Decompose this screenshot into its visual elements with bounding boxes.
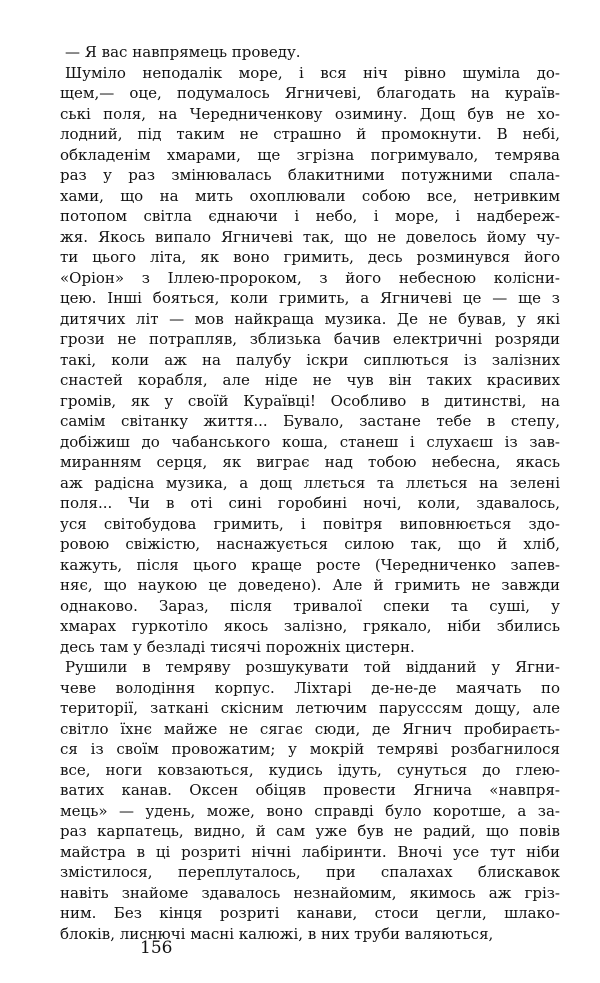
text-line: аж радісна музика, а дощ ллється та ллється на зелені [60,473,560,492]
text-line: ровою свіжістю, наснажується силою так, що й хліб, [60,535,560,553]
book-page-text [60,42,560,944]
text-line: раз у раз змінювалась блакитними потужними спала- [60,166,560,184]
text-line: хмарах гуркотіло якось залізно, грякало, ніби збились [60,617,560,635]
text-line: світло їхнє майже не сягає сюди, де Ягнич пробираєть- [60,719,560,738]
text-line: уся світобудова гримить, і повітря виповнюється здо- [60,514,560,533]
text-line: мець» — удень, може, воно справді було коротше, а за- [60,801,560,820]
text-line: навіть знайоме здавалось незнайомим, якимось аж грiз- [60,883,560,902]
text-line: «Оріон» з Іллею-пророком, з його небесною колісни- [60,268,560,287]
text-line: лодний, під таким не страшно й промокнути. В небі, [60,125,560,143]
text-line: раз карпатець, видно, й сам уже був не радий, що повів [60,822,560,840]
text-line: кажуть, після цього краще росте (Чередниченко запев- [60,555,560,574]
text-line: самім світанку життя... Бувало, застане тебе в степу, [60,412,560,430]
text-line: все, ноги ковзаються, кудись ідуть, сунуться до глею- [60,760,560,779]
text-line: щем,— оце, подумалось Ягничеві, благодать на кураїв- [60,84,560,102]
paragraph-first-line: Рушили в темряву розшукувати той відданий у Ягни- [65,658,560,676]
text-line: снастей корабля, але ніде не чув він таких красивих [60,371,560,389]
text-line: змістилося, переплуталось, при спалахах блискавок [60,863,560,881]
text-line: ся із своїм провожатим; у мокрій темряві розбагнилося [60,740,560,758]
text-line: майстра в ці розриті нічні лабіринти. Вночі усе тут ніби [60,842,560,861]
text-line: ватих канав. Оксен обіцяв провести Ягнича «навпря- [60,781,560,799]
paragraph-first-line: — Я вас навпрямець проведу. [65,43,301,61]
text-line: дитячих літ — мов найкраща музика. Де не бував, у якi [60,309,560,328]
text-line: жя. Якось випало Ягничеві так, що не довелось йому чу- [60,227,560,246]
text-line: такі, коли аж на палубу іскри сиплються із залізних [60,350,560,369]
paragraph-first-line: Шуміло неподалік море, і вся ніч рівно шуміла до- [65,63,560,82]
text-line: потопом світла єднаючи і небо, і море, і надбереж- [60,207,560,225]
text-line: території, заткані скісним летючим парусссям дощу, але [60,699,560,717]
text-line: обкладенім хмарами, ще згрізна погримувало, темрява [60,145,560,164]
text-line: няє, що наукою це доведено). Але й гримить не завжди [60,576,560,594]
text-line: хами, що на мить охоплювали собою все, нетривким [60,186,560,205]
text-line: блоків, лиснючі масні калюжі, в них труби валяються, [60,924,494,943]
page-number: 156 [140,938,173,958]
text-line: поля... Чи в оті сині горобині ночі, коли, здавалось, [60,494,560,512]
text-line: ти цього літа, як воно гримить, десь розминувся його [60,248,560,266]
text-line: грози не потрапляв, зблизька бачив електричні розряди [60,330,560,348]
text-line: ним. Без кінця розриті канави, стоси цегли, шлако- [60,904,560,922]
text-line: громів, як у своїй Кураївці! Особливо в дитинстві, на [60,391,560,410]
text-line: добіжиш до чабанського коша, станеш і слухаєш із зав- [60,432,560,451]
text-line: миранням серця, як виграє над тобою небесна, якась [60,453,560,471]
text-line: цею. Інші бояться, коли гримить, а Ягничеві це — ще з [60,289,560,307]
text-line: ські поля, на Чередниченкову озимину. Дощ був не хо- [60,104,560,123]
text-line: однаково. Зараз, після тривалої спеки та суші, у [60,596,560,615]
text-line: десь там у безладі тисячі порожніх цистерн. [60,637,415,656]
text-line: чеве володіння корпус. Ліхтарі де-не-де маячать по [60,678,560,697]
